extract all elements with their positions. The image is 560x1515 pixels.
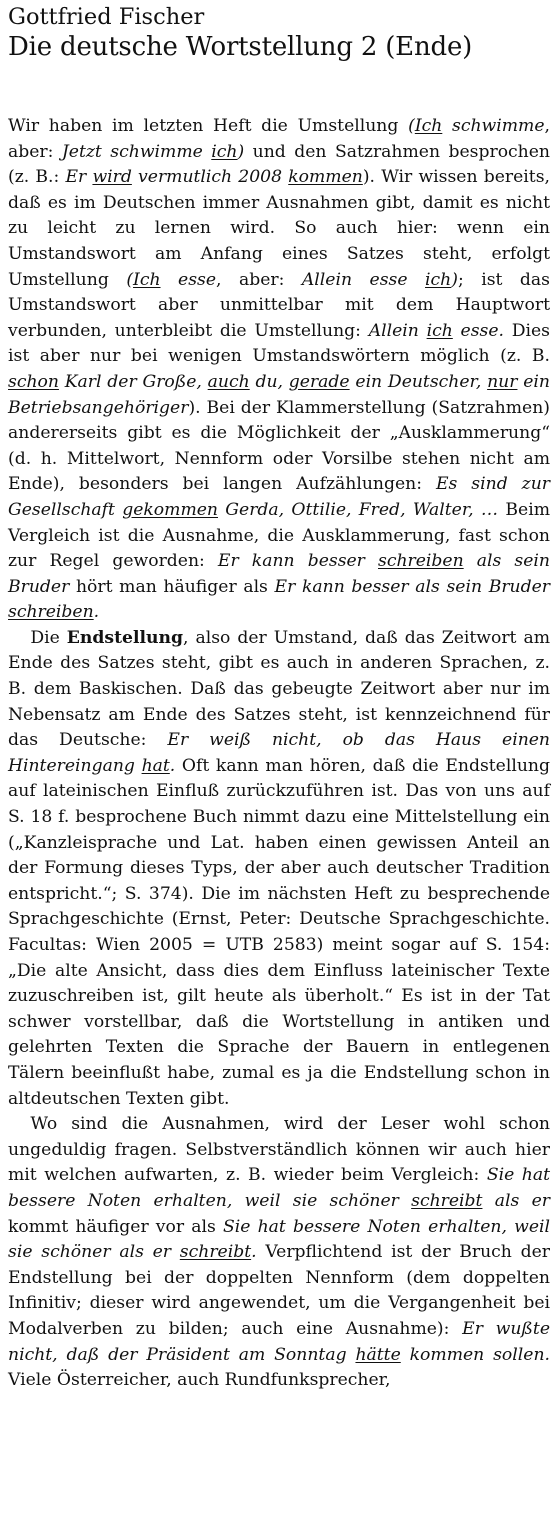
text-run: Jetzt schwimme: [61, 141, 212, 162]
paragraph: [8, 1112, 550, 1394]
text-run: Es sind zur Gesellschaft: [8, 474, 550, 520]
text-run: gekommen: [122, 499, 218, 520]
text-run: Viele Österreicher, auch Rundfunksprecher,: [8, 1370, 391, 1391]
text-run: nur: [487, 371, 518, 392]
text-run: Sie hat bessere Noten erhalten, weil sie schöner als er: [8, 1216, 550, 1263]
text-run: ). Bei der Klammerstellung (Satzrahmen) andererseits gibt es die Möglichkeit der „Ausklammerung“ (d. h. Mittelwort, Nennform oder Vorsilbe stehen nicht am Ende), besonders bei langen Aufzählungen:: [8, 397, 550, 495]
text-run: Oft kann man hören, daß die Endstellung auf lateinischen Einfluß zurückzuführen ist. Das von uns auf S. 18 f. besprochene Buch nimmt dazu eine Mittelstellung ein („Kanzleisprache und Lat. haben einen gewissen Anteil an der Formung dieses Typs, der aber auch deutscher Tradition entspricht.“; S. 374). Die im nächsten Heft zu besprechende Sprachgeschichte (Ernst, Peter: Deutsche Sprachgeschichte. Facultas: Wien 2005 = UTB 2583) meint sogar auf S. 154: „Die alte Ansicht, dass dies dem Einfluss lateinischer Texte zuzuschreiben ist, gilt heute als überholt.“ Es ist in der Tat schwer vorstellbar, daß die Wortstellung in antiken und gelehrten Texten die Sprache der Bauern in entlegenen Tälern beeinflußt habe, zumal es ja die Endstellung schon in altdeutschen Texten gibt.: [8, 755, 550, 1109]
text-run: Beim Vergleich ist die Ausnahme, die Ausklammerung, fast schon zur Regel geworden:: [8, 499, 550, 572]
text-run: Endstellung: [66, 627, 184, 648]
text-run: auch: [207, 371, 250, 392]
text-run: , aber:: [216, 269, 302, 290]
text-run: (: [408, 116, 415, 136]
text-run: ein Deutscher,: [349, 371, 488, 392]
text-run: kommt häufiger vor als: [8, 1216, 223, 1237]
text-run: ; ist das Umstandswort aber unmittelbar mit dem Hauptwort verbunden, unterbleibt die Umstellung:: [8, 269, 551, 341]
text-run: Er kann besser als sein Bruder: [274, 576, 551, 597]
text-run: Wir haben im letzten Heft die Umstellung: [8, 116, 409, 136]
text-run: , also der Umstand, daß das Zeitwort am Ende des Satzes steht, gibt es auch in anderen Sprachen, z. B. dem Baskischen. Daß das gebeugte Zeitwort aber nur im Nebensatz am Ende des Satzes steht, ist kennzeichnend für das Deutsche:: [8, 627, 550, 751]
text-run: .: [169, 755, 176, 776]
text-run: gerade: [288, 371, 350, 392]
text-run: (: [126, 269, 134, 290]
article-body: [8, 114, 550, 1394]
text-run: , aber:: [8, 116, 550, 162]
text-run: hört man häufiger als: [69, 576, 275, 597]
text-run: .: [251, 1242, 257, 1263]
text-run: wird: [92, 167, 132, 188]
text-run: Ich: [414, 116, 443, 136]
text-run: ). Wir wissen bereits, daß es im Deutschen immer Ausnahmen gibt, damit es nicht zu leicht zu lernen wird. So auch hier: wenn ein Umstandswort am Anfang eines Satzes steht, erfolgt Umstellung: [8, 167, 550, 290]
text-run: schreiben: [8, 602, 94, 623]
text-run: hätte: [355, 1344, 401, 1365]
text-run: Er: [65, 167, 93, 188]
text-run: schwimme: [442, 116, 545, 136]
text-run: ): [451, 269, 458, 290]
paragraph: [8, 626, 550, 1112]
text-run: ich: [426, 320, 453, 341]
text-run: Allein: [368, 320, 427, 341]
text-run: Karl der Große,: [58, 371, 208, 392]
text-run: du,: [249, 371, 289, 392]
text-run: Sie hat bessere Noten erhalten, weil sie schöner: [8, 1165, 550, 1211]
text-run: Ich: [133, 269, 161, 290]
text-run: hat: [141, 755, 170, 776]
text-run: ein Betriebsangehöriger: [8, 371, 550, 418]
text-run: Er kann besser: [217, 551, 378, 572]
text-run: ich: [211, 141, 238, 162]
text-run: als er: [482, 1190, 550, 1211]
text-run: Allein esse: [301, 269, 426, 290]
text-run: und den Satzrahmen besprochen (z. B.:: [8, 141, 550, 188]
text-run: ich: [425, 269, 452, 290]
article-title: Die deutsche Wortstellung 2 (Ende): [8, 32, 473, 62]
text-run: schon: [8, 371, 59, 392]
text-run: schreiben: [378, 551, 464, 572]
text-run: vermutlich 2008: [131, 167, 289, 188]
text-run: Gerda, Ottilie, Fred, Walter, …: [218, 499, 499, 520]
text-run: esse: [160, 269, 217, 290]
text-run: ): [237, 141, 245, 162]
text-run: kommen: [288, 167, 363, 188]
text-run: kommen sollen.: [400, 1344, 550, 1365]
text-run: schreibt: [179, 1242, 252, 1263]
text-run: als sein Bruder: [8, 551, 550, 597]
text-run: Er weiß nicht, ob das Haus einen Hintereingang: [8, 730, 551, 776]
text-run: Dies ist aber nur bei wenigen Umstandswörtern möglich (z. B.: [8, 320, 550, 367]
text-run: esse.: [452, 320, 504, 341]
text-run: Er wußte nicht, daß der Präsident am Sonntag: [8, 1318, 550, 1365]
text-run: Die: [30, 627, 67, 648]
text-run: Wo sind die Ausnahmen, wird der Leser wohl schon ungeduldig fragen. Selbstverständlich können wir auch hier mit welchen aufwarten, z. B. wieder beim Vergleich:: [8, 1114, 550, 1186]
text-run: Verpflichtend ist der Bruch der Endstellung bei der doppelten Nennform (dem doppelten Infinitiv; dieser wird angewendet, um die Vergangenheit bei Modalverben zu bilden; auch eine Ausnahme):: [8, 1242, 550, 1339]
text-run: .: [93, 602, 100, 623]
text-run: schreibt: [411, 1190, 483, 1211]
author-name: Gottfried Fischer: [8, 4, 205, 30]
paragraph: [8, 114, 550, 626]
